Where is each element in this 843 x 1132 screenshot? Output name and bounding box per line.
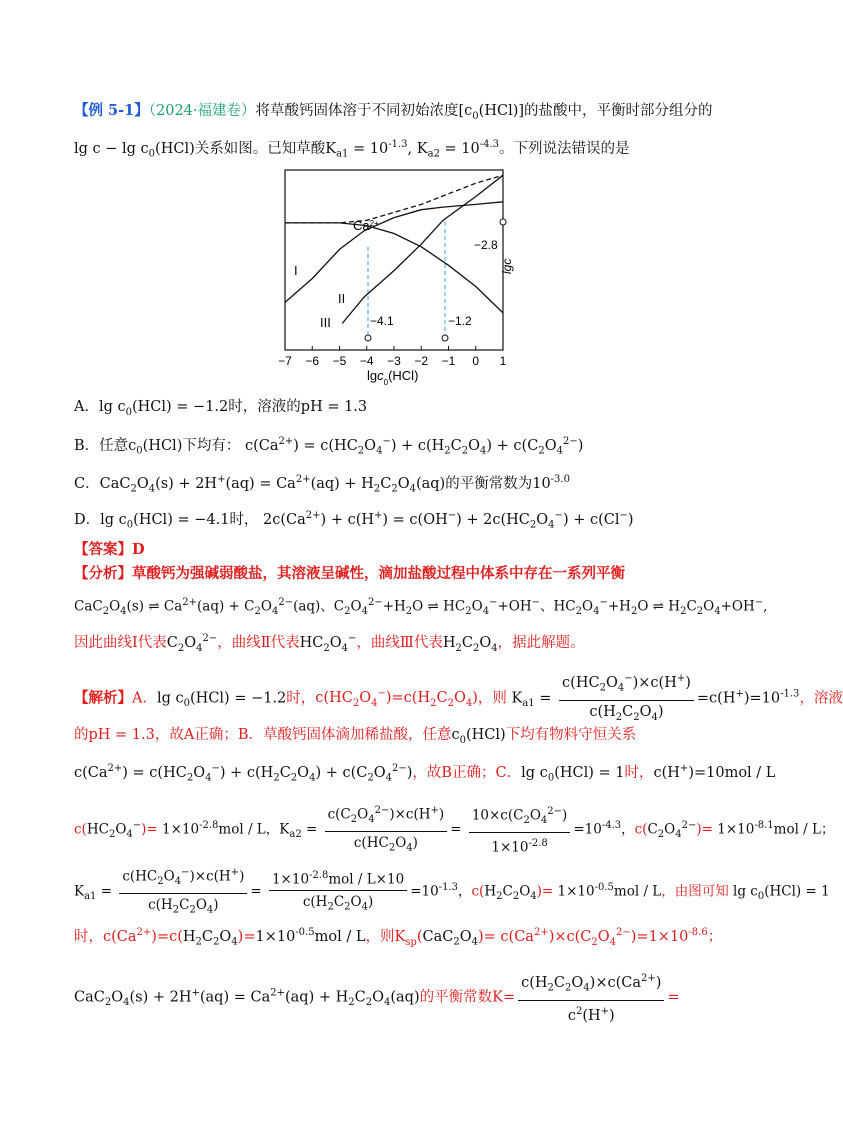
analysis-equilibria: $CaC_2O_4(s)$ ⇌ $Ca^{2+}(aq) + C_2O_4^{2-}(aq)$、$C_2O_4^{2-}+H_2O$ ⇌ $HC_2O_4^-+OH^-$、$HC_2O_4^-+H_2O$ ⇌ $H_2C_2O_4+OH^-$,: [74, 597, 768, 618]
label-minus-1.2: −1.2: [448, 314, 472, 328]
series-line-II: [285, 202, 503, 303]
option-c: C．$CaC_2O_4(s) + 2H^+(aq) = Ca^{2+}(aq) + H_2C_2O_4(aq)$的平衡常数为$10^{-3.0}$: [74, 474, 570, 495]
point-minus-2.8: [500, 219, 506, 225]
solution-line-3: $c(Ca^{2+}) = c(HC_2O_4^-) + c(H_2C_2O_4) + c(C_2O_4^{2-})$，故B正确；C．$\lg c_0(HCl) = 1$时，c(H+)=10mol / L: [74, 763, 776, 784]
solution-line-6: 时，$c(Ca^{2+})=c(H_2C_2O_4)=1\times 10^{-0.5}mol / L$，则$K_{sp}(CaC_2O_4)= c(Ca^{2+})\times c(C_2O_4^{2-})=1\times 10^{-8.6}$；: [74, 927, 723, 948]
x-tick-label: −1: [441, 354, 456, 368]
solution-line-2: 的pH = 1.3，故A正确；B．草酸钙固体滴加稀盐酸，任意$c_0(HCl)$下均有物料守恒关系: [74, 727, 637, 746]
label-III: III: [320, 315, 331, 330]
x-tick-label: −2: [414, 354, 429, 368]
x-tick-label: −3: [387, 354, 401, 368]
label-minus-4.1: −4.1: [370, 314, 394, 328]
label-I: I: [294, 263, 298, 278]
y-axis-label: lgc: [500, 258, 514, 274]
solution-line-7: $CaC_2O_4(s) + 2H^+(aq) = Ca^{2+}(aq) + H_2C_2O_4(aq)$的平衡常数K= $\frac{c(H_2C_2O_4)\times c(Ca^{2+})}{c^2(H^+)}$ =: [74, 968, 760, 1008]
point-minus-4.1: [365, 335, 371, 341]
label-II: II: [338, 291, 346, 306]
question-source: （2024·福建卷）: [148, 103, 256, 119]
point-minus-1.2: [442, 335, 448, 341]
analysis-line-3: 因此曲线Ⅰ代表$C_2O_4^{2-}$，曲线Ⅱ代表$HC_2O_4^-$，曲线Ⅲ代表$H_2C_2O_4$，据此解题。: [74, 633, 585, 654]
x-axis-label: lgc$_0$(HCl): [367, 368, 419, 387]
x-tick-label: −6: [305, 354, 320, 368]
analysis-line-1: 【分析】草酸钙为强碱弱酸盐，其溶液呈碱性，滴加盐酸过程中体系中存在一系列平衡: [74, 565, 625, 582]
curves: [285, 175, 503, 323]
answer: 【答案】D: [74, 541, 145, 558]
question-tag: 【例 5-1】: [74, 102, 149, 119]
series-line-Ca2+: [285, 175, 503, 223]
solution-line-5: $K_{a1}$ = $\frac{c(HC_2O_4^-)\times c(H^+)}{c(H_2C_2O_4)}$ = $\frac{1\times 10^{-2.8}mol / L\times 10}{c(H_2C_2O_4)}$ $=10^{-1.3}$，$c(H_2C_2O_4)= 1\times 10^{-0.5}mol / L$，由图可知 $\lg c_0(HCl) = 1$: [74, 862, 760, 922]
question-line-2: $\lg c - \lg c_0(HCl)$关系如图。已知草酸$K_{a1} = 10^{-1.3}$, $K_{a2} = 10^{-4.3}$。下列说法错误的是: [74, 139, 630, 160]
question-line-1: 【例 5-1】（2024·福建卷）将草酸钙固体溶于不同初始浓度$[c_0(HCl)]$的盐酸中，平衡时部分组分的: [74, 102, 713, 122]
x-tick-label: −7: [278, 354, 292, 368]
x-tick-label: −4: [359, 354, 374, 368]
ca-label: $Ca^{2+}$: [353, 218, 379, 233]
solution-line-4: $c(HC_2O_4^-)= 1\times 10^{-2.8}mol / L$，$K_{a2}$ = $\frac{c(C_2O_4^{2-})\times c(H^+)}{c(HC_2O_4)}$ = $\frac{10\times c(C_2O_4^{2-})}{1\times 10^{-2.8}}$ $=10^{-4.3}$，$c(C_2O_4^{2-})= 1\times 10^{-8.1}mol / L$；: [74, 800, 760, 860]
option-a: A．$\lg c_0(HCl) = -1.2$时，溶液的pH = 1.3: [74, 399, 368, 418]
label-minus-2.8: −2.8: [474, 238, 498, 252]
x-ticks: [278, 346, 507, 368]
x-tick-label: 0: [472, 354, 480, 368]
solution-line-1: 【解析】A．$\lg c_0(HCl) = -1.2$时，$c(HC_2O_4^-)=c(H_2C_2O_4)$，则 $K_{a1}$ = $\frac{c(HC_2O_4^-)\times c(H^+)}{c(H_2C_2O_4)}$ $=c(H^+)=10^{-1.3}$，溶液: [74, 668, 760, 718]
option-d: D．$\lg c_0(HCl) = -4.1$时， $2c(Ca^{2+}) + c(H^+) = c(OH^-) + 2c(HC_2O_4^-) + c(Cl^-)$: [74, 510, 634, 531]
series-line-I: [285, 223, 503, 313]
x-tick-label: −5: [332, 354, 347, 368]
x-tick-label: 1: [499, 354, 507, 368]
option-b: B．任意$c_0(HCl)$下均有： $c(Ca^{2+}) = c(HC_2O_4^-) + c(H_2C_2O_4) + c(C_2O_4^{2-})$: [74, 436, 584, 457]
lgc-chart: [272, 162, 542, 392]
